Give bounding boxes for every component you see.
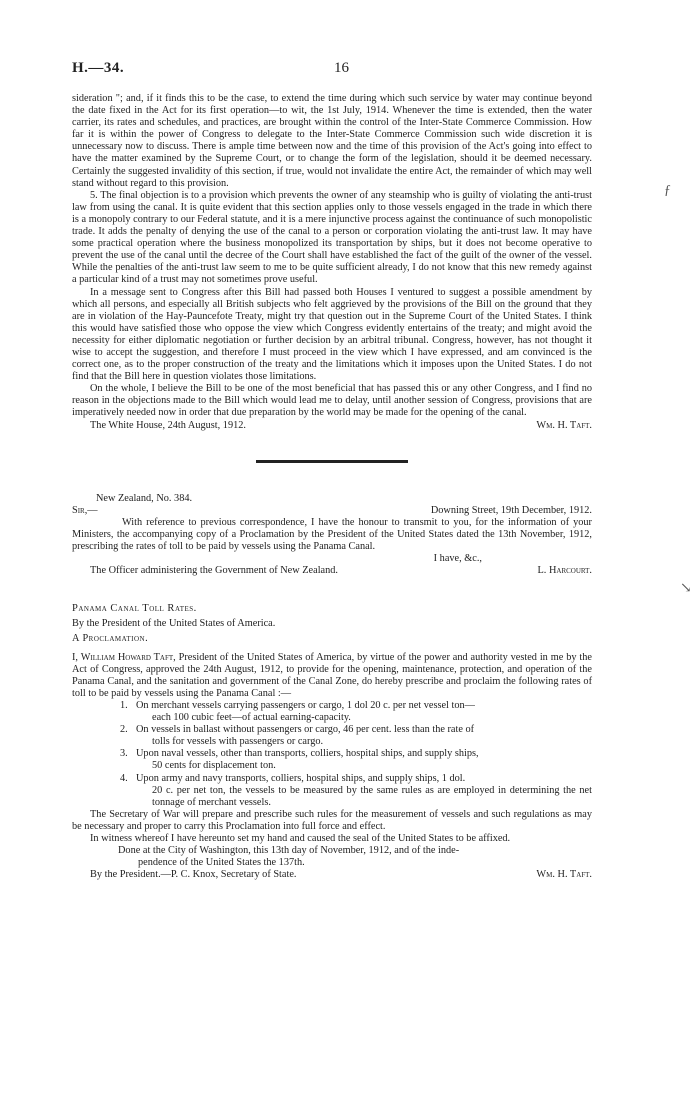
page-header xyxy=(72,60,632,80)
message-paragraph: sideration "; and, if it finds this to be the case, to extend the time during which such service by water may continue beyond the date fixed in the Act for its first operation—to wit, the 1st July, 1914. Whenever the time is extended, then the water carrier, its rates and schedules, and practices, are brought within the control of the Inter-State Commerce Commission. How far it is within the power of Congress to delegate to the Inter-State Commerce Commission such wide discretion it is unnecessary now to discuss. There is ample time between now and the time of this provision of the Act's going into effect to have the matter examined by the Supreme Court, or to change the form of the legislation, should it be deemed necessary. Certainly the suggested invalidity of this section, if true, would not invalidate the entire Act, the remainder of which may well stand without regard to this provision. xyxy=(72,93,592,189)
page-number: 16 xyxy=(334,60,349,76)
signature: Wm. H. Taft. xyxy=(536,869,592,881)
proclamation-byline: By the President of the United States of America. xyxy=(72,618,276,630)
despatch-body: With reference to previous correspondence, I have the honour to transmit to you, for the information of your Ministers, the accompanying copy of a Proclamation by the President of the United States dated the 13th November, 1912, prescribing the rates of toll to be paid by vessels using the Panama Canal. xyxy=(72,516,592,552)
despatch-closing: I have, &c., xyxy=(433,553,482,565)
place-date: The White House, 24th August, 1912. xyxy=(90,419,246,431)
signature: Wm. H. Taft. xyxy=(536,419,592,431)
proclamation-title: Panama Canal Toll Rates. xyxy=(72,603,197,615)
list-item: 4. Upon army and navy transports, colliers, hospital ships, and supply ships, 1 dol. 20 c. per net ton, the vessels to be measured by the same rules as are employed in determining the net tonnage of merchant vessels. xyxy=(120,772,592,808)
done-at-line: Done at the City of Washington, this 13th day of November, 1912, and of the inde- pendence of the United States the 137th. xyxy=(118,845,460,869)
despatch-letter xyxy=(72,493,592,578)
proclamation xyxy=(72,603,592,881)
margin-mark: ƒ xyxy=(664,183,671,198)
despatch-signoff xyxy=(72,565,592,577)
proclamation-subtitle: A Proclamation. xyxy=(72,633,149,645)
salutation: Sir,— xyxy=(72,504,98,516)
proclamation-paragraph: The Secretary of War will prepare and prescribe such rules for the measurement of vessels and such regulations as may be necessary and proper to carry this Proclamation into full force and effect. xyxy=(72,808,592,832)
presidential-message xyxy=(72,93,592,432)
list-item: 1. On merchant vessels carrying passengers or cargo, 1 dol 20 c. per net vessel ton— each 100 cubic feet—of actual earning-capacity. xyxy=(120,699,475,724)
toll-rates-list xyxy=(72,700,592,809)
proclamation-paragraph: In witness whereof I have hereunto set my hand and caused the seal of the United States to be affixed. xyxy=(90,832,511,844)
despatch-address-line xyxy=(72,505,592,517)
message-paragraph: 5. The final objection is to a provision which prevents the owner of any steamship who is guilty of violating the anti-trust law from using the canal. It is quite evident that this section applies only to those vessels engaged in the trade in which there is a monopoly contrary to our Federal statute, and it is a mere injunctive process against the continuance of such monopolistic trade. It adds the penalty of denying the use of the canal to a person or corporation violating the anti-trust law. It may have some practical operation where the business monopolized its transportation by ships, but it does not become operative to prevent the use of the canal until the decree of the Court shall have established the fact of the guilt of the owner of the vessel. While the penalties of the anti-trust law seem to me to be quite sufficient already, I do not know that this new remedy against a particular kind of a trust may not sometimes prove useful. xyxy=(72,189,592,286)
proclamation-opening: I, William Howard Taft, President of the United States of America, by virtue of the power and authority vested in me by the Act of Congress, approved the 24th August, 1912, to provide for the opening, maintenance, protection, and operation of the Panama Canal, and the sanitation and government of the Canal Zone, do hereby prescribe and proclaim the following rates of toll to be paid by vessels using the Panama Canal :— xyxy=(72,651,592,699)
message-signoff xyxy=(72,420,592,432)
document-reference: H.—34. xyxy=(72,60,125,76)
sender-address: Downing Street, 19th December, 1912. xyxy=(430,504,592,516)
despatch-heading: New Zealand, No. 384. xyxy=(96,492,193,504)
signature: L. Harcourt. xyxy=(537,565,592,577)
message-paragraph: On the whole, I believe the Bill to be one of the most beneficial that has passed this or any other Congress, and I find no reason in the objections made to the Bill which would lead me to delay, until another session of Congress, provisions that are imperatively needed now in order that due preparation by the world may be made for the opening of the canal. xyxy=(72,383,592,419)
margin-mark: ↘ xyxy=(680,581,692,596)
proclaimer-name: I, William Howard Taft, xyxy=(72,651,176,663)
message-paragraph: In a message sent to Congress after this Bill had passed both Houses I ventured to suggest a possible amendment by which all persons, and especially all British subjects who felt aggrieved by the provisions of the Bill on the ground that they are in violation of the Hay-Pauncefote Treaty, might try that question out in the Supreme Court of the United States. I think this would have satisfied those who oppose the view which Congress evidently entertains of the treaty; and might avoid the necessity for either diplomatic negotiation or further decision by an arbitral tribunal. Congress, however, has not thought it wise to accept the suggestion, and therefore I must proceed in the view which I have expressed, and am convinced is the correct one, as to the proper construction of the treaty and the limitations which it imposes upon the United States. I do not find that the Bill here in question violates those limitations. xyxy=(72,286,592,383)
proclamation-signoff xyxy=(72,869,592,881)
countersignature: By the President.—P. C. Knox, Secretary of State. xyxy=(90,869,297,881)
list-item: 3. Upon naval vessels, other than transports, colliers, hospital ships, and supply ships, 50 cents for displacement ton. xyxy=(120,748,479,772)
section-divider xyxy=(256,460,408,463)
list-item: 2. On vessels in ballast without passengers or cargo, 46 per cent. less than the rate of tolls for vessels with passengers or cargo. xyxy=(120,724,475,748)
recipient: The Officer administering the Government of New Zealand. xyxy=(90,565,338,577)
document-body xyxy=(72,93,592,881)
